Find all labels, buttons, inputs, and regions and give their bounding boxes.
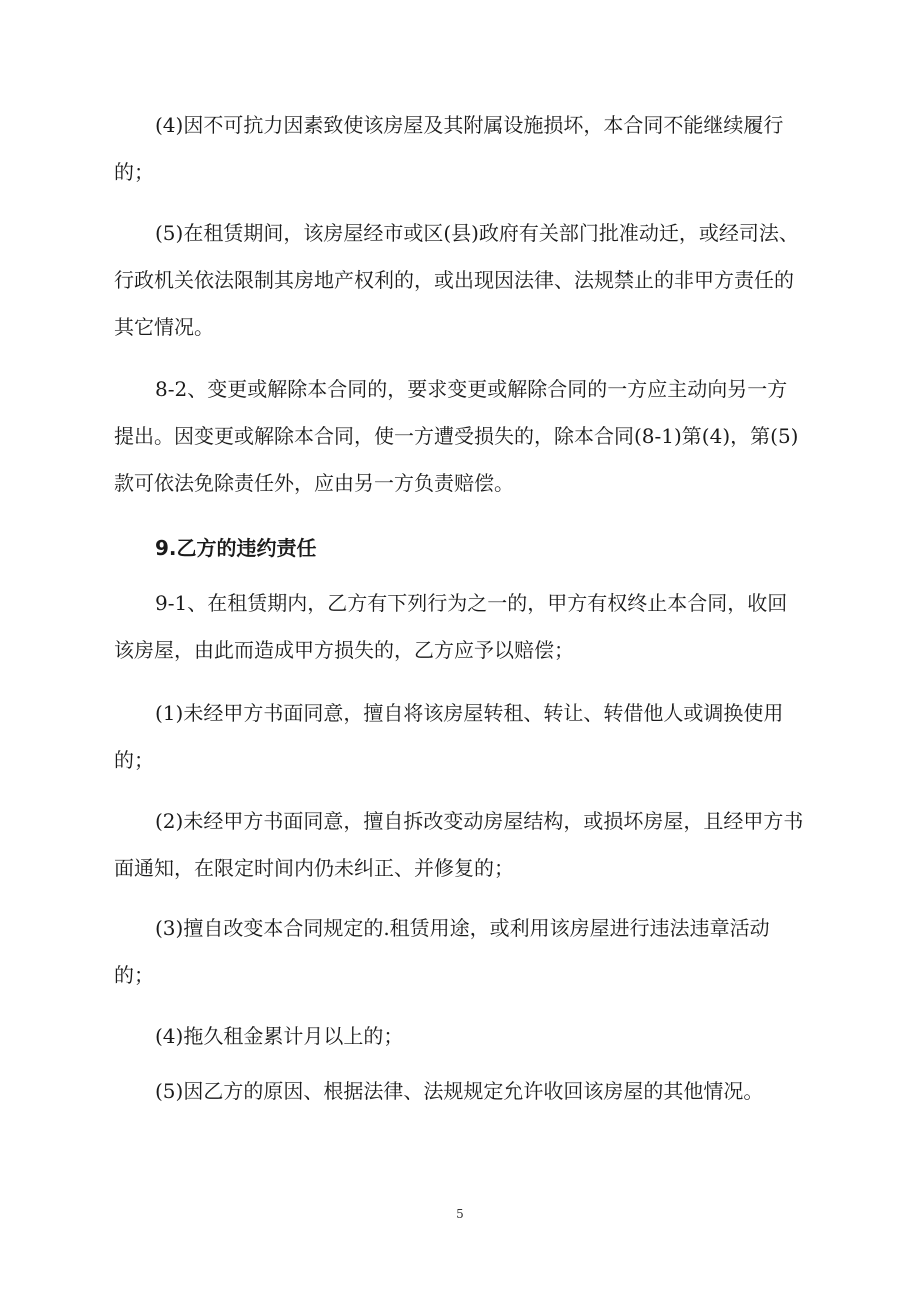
page-number: 5: [456, 1207, 464, 1221]
paragraph-item-1: (1)未经甲方书面同意，擅自将该房屋转租、转让、转借他人或调换使用的；: [114, 701, 784, 772]
paragraph-8-2: 8-2、变更或解除本合同的，要求变更或解除合同的一方应主动向另一方提出。因变更或解除本合同，使一方遭受损失的，除本合同(8-1)第(4)，第(5)款可依法免除责任外，应由另一方负责赔偿。: [114, 377, 799, 495]
paragraph-item-4: (4)拖久租金累计月以上的；: [155, 1024, 404, 1048]
paragraph-force-majeure: (4)因不可抗力因素致使该房屋及其附属设施损坏，本合同不能继续履行的；: [114, 113, 784, 184]
paragraph-item-2: (2)未经甲方书面同意，擅自拆改变动房屋结构，或损坏房屋，且经甲方书面通知，在限定时间内仍未纠正、并修复的；: [114, 809, 804, 880]
section-heading: 9.乙方的违约责任: [155, 536, 317, 560]
paragraph-item-5: (5)因乙方的原因、根据法律、法规规定允许收回该房屋的其他情况。: [155, 1079, 764, 1103]
paragraph-9-1: 9-1、在租赁期内，乙方有下列行为之一的，甲方有权终止本合同，收回该房屋，由此而造成甲方损失的，乙方应予以赔偿；: [114, 591, 788, 662]
paragraph-relocation: (5)在租赁期间，该房屋经市或区(县)政府有关部门批准动迁，或经司法、行政机关依法限制其房地产权利的，或出现因法律、法规禁止的非甲方责任的其它情况。: [114, 221, 799, 339]
paragraph-item-3: (3)擅自改变本合同规定的.租赁用途，或利用该房屋进行违法违章活动的；: [114, 916, 770, 987]
